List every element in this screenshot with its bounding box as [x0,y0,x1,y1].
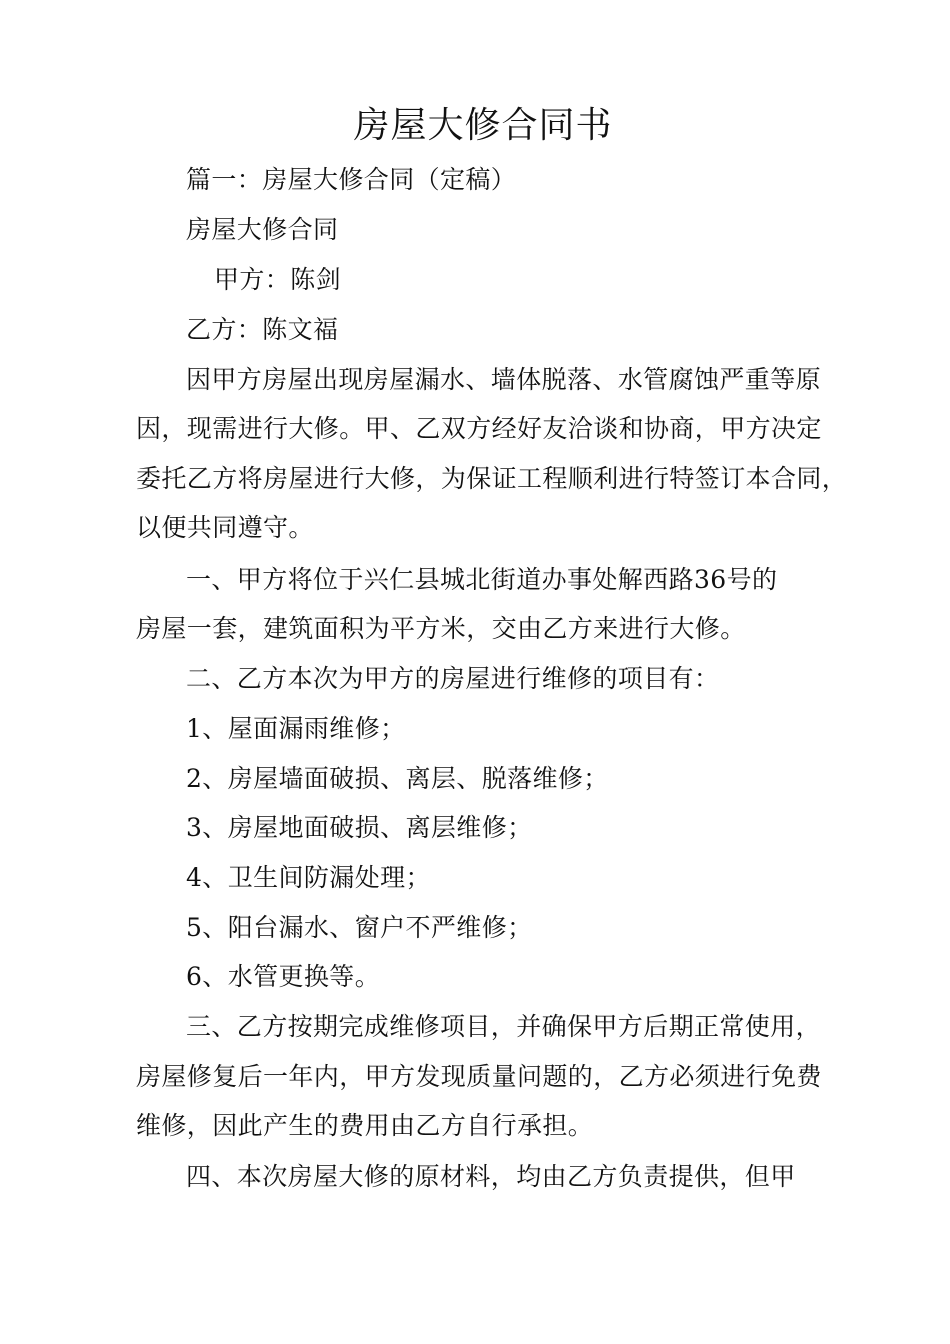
chapter-heading: 篇一：房屋大修合同（定稿） [186,165,517,194]
repair-item: 6、水管更换等。 [186,962,381,991]
paragraph-line: 因甲方房屋出现房屋漏水、墙体脱落、水管腐蚀严重等原 [186,365,822,394]
clause-3-line: 房屋修复后一年内，甲方发现质量问题的，乙方必须进行免费 [136,1062,822,1091]
clause-4-line: 四、本次房屋大修的原材料，均由乙方负责提供，但甲 [186,1162,796,1191]
clause-3-line: 三、乙方按期完成维修项目，并确保甲方后期正常使用， [186,1012,822,1041]
repair-item: 3、房屋地面破损、离层维修； [186,813,533,842]
repair-item: 2、房屋墙面破损、离层、脱落维修； [186,764,609,793]
repair-item: 5、阳台漏水、窗户不严维修； [186,913,533,942]
paragraph-line: 因，现需进行大修。甲、乙双方经好友洽谈和协商，甲方决定 [136,414,822,443]
clause-3-line: 维修，因此产生的费用由乙方自行承担。 [136,1111,594,1140]
party-b: 乙方：陈文福 [186,315,339,344]
clause-1-line: 一、甲方将位于兴仁县城北街道办事处解西路36号的 [186,565,778,594]
clause-2-heading: 二、乙方本次为甲方的房屋进行维修的项目有： [186,664,720,693]
repair-item: 4、卫生间防漏处理； [186,863,431,892]
paragraph-line: 委托乙方将房屋进行大修，为保证工程顺利进行特签订本合同， [136,464,848,493]
paragraph-line: 以便共同遵守。 [136,513,314,542]
document-title: 房屋大修合同书 [353,105,613,146]
party-a: 甲方：陈剑 [214,265,342,294]
clause-1-line: 房屋一套，建筑面积为平方米，交由乙方来进行大修。 [136,614,746,643]
repair-item: 1、屋面漏雨维修； [186,714,406,743]
contract-name: 房屋大修合同 [186,215,339,244]
